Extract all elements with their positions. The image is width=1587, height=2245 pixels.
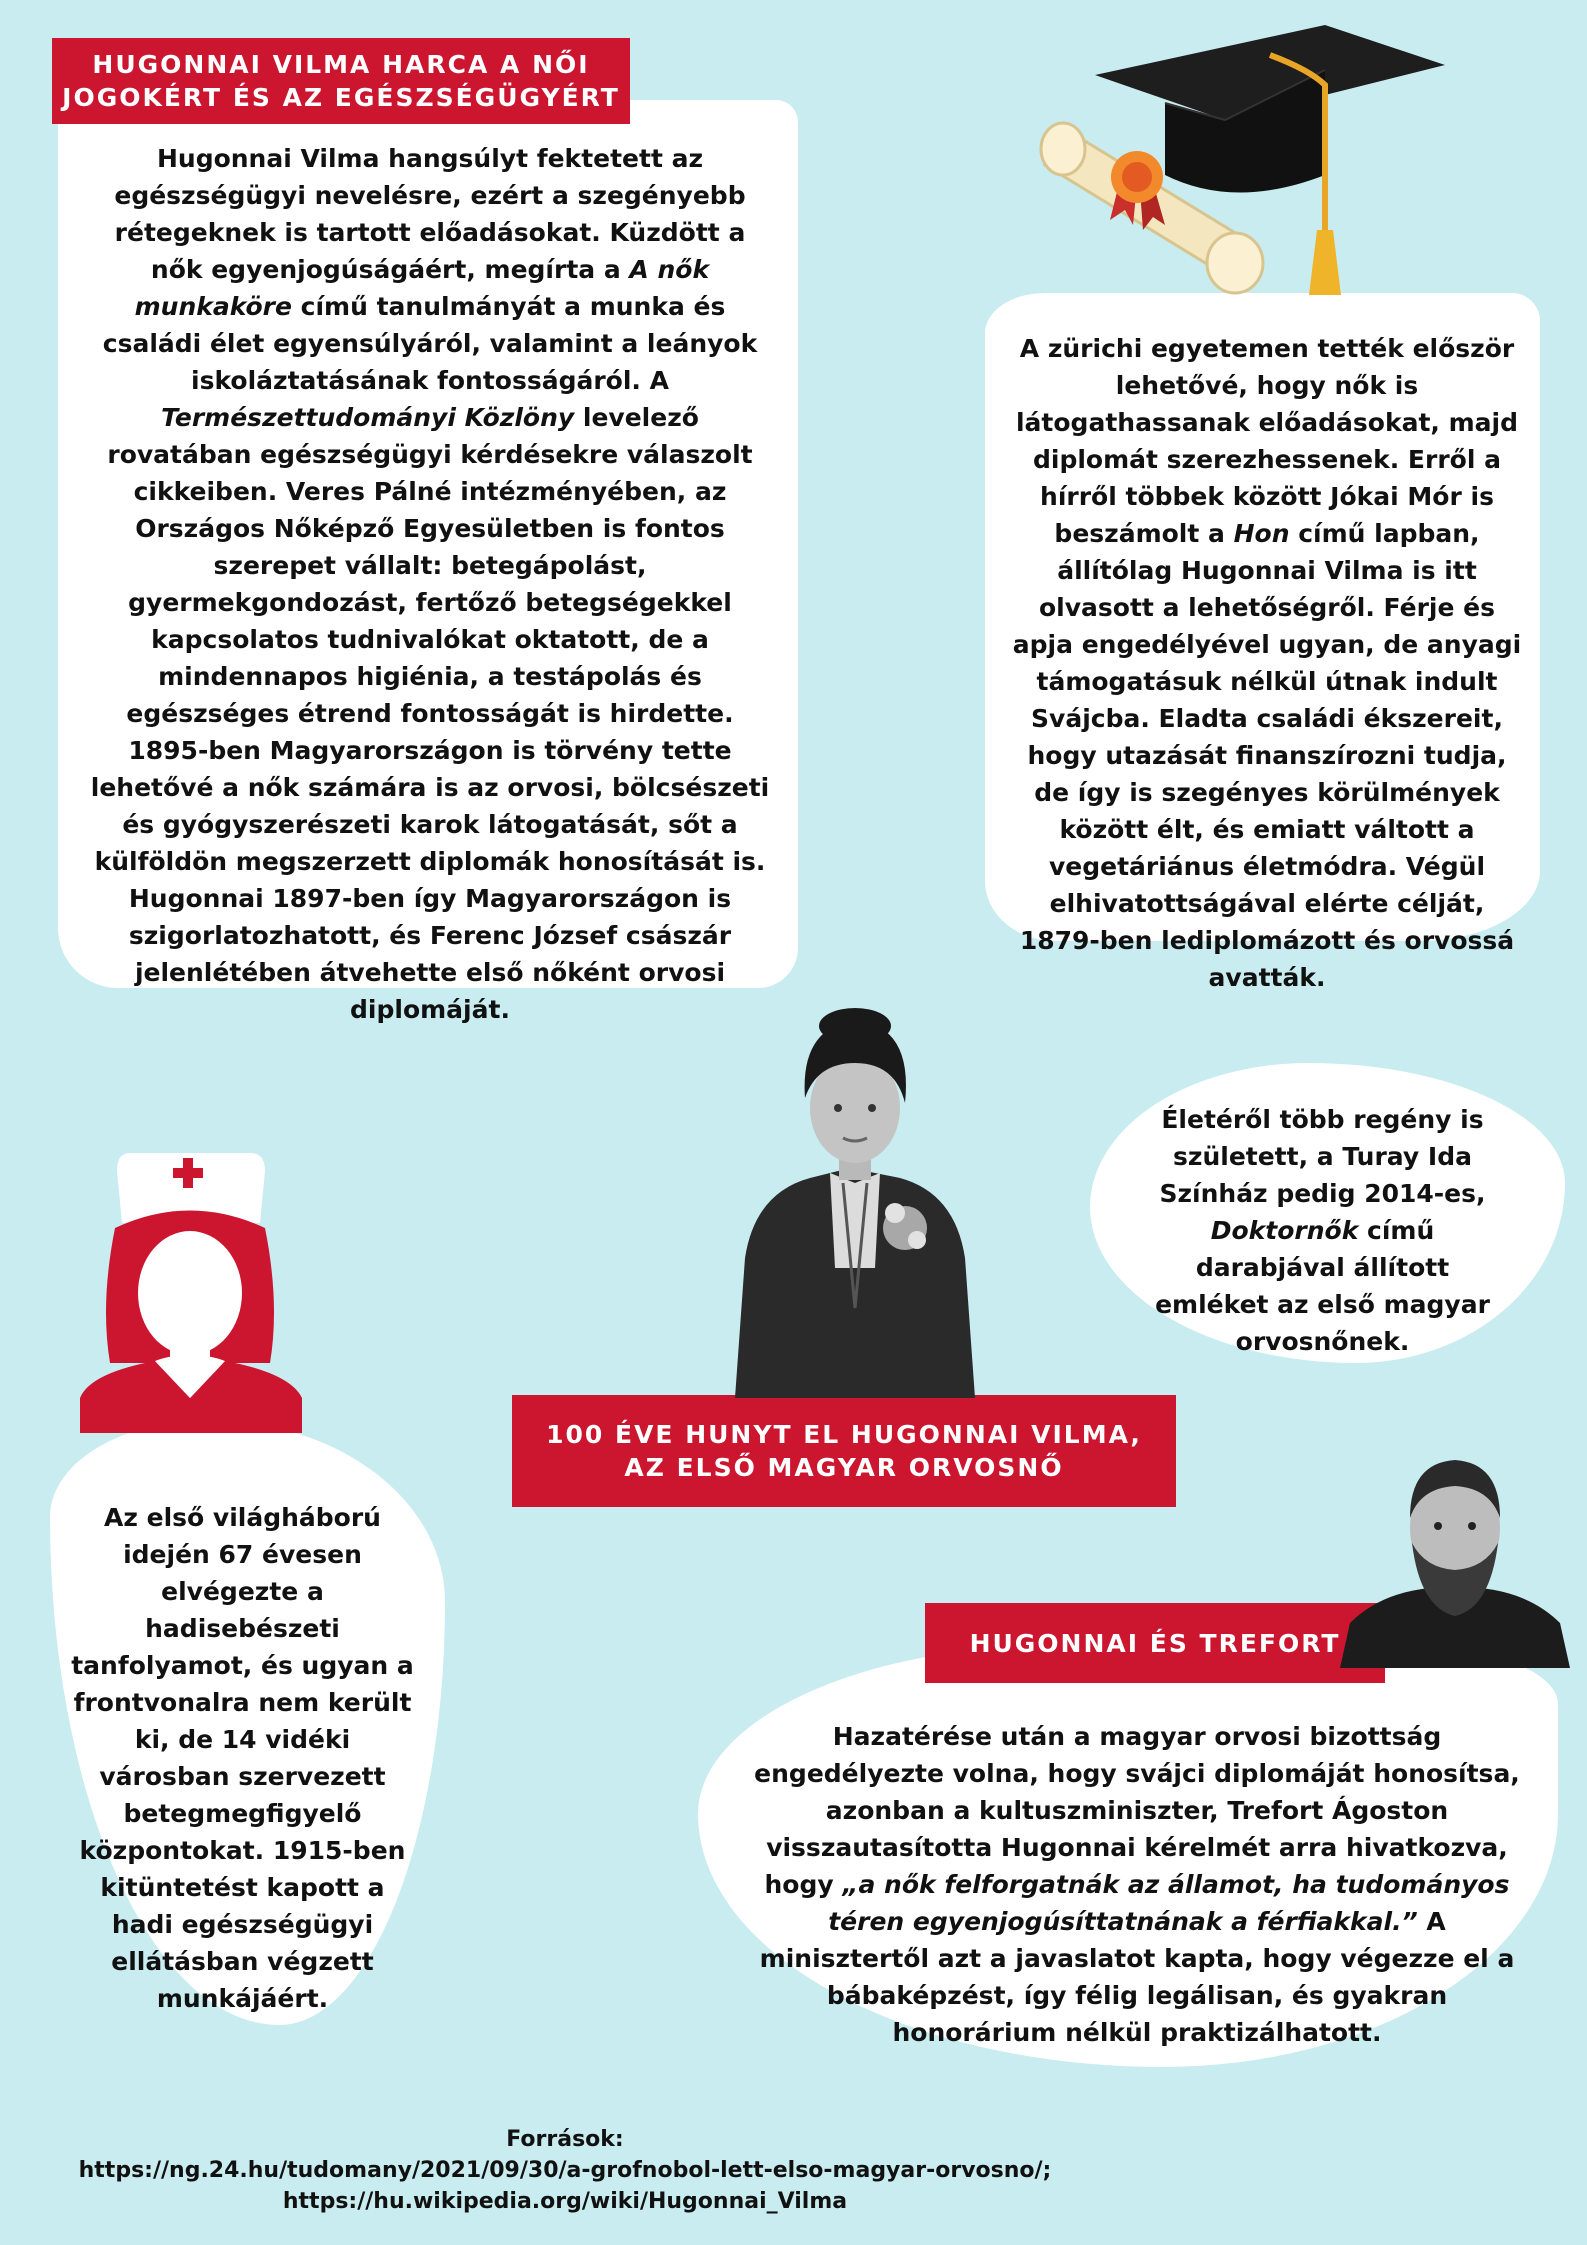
banner-top-left <box>52 38 630 124</box>
sources-label: Források: <box>506 2127 624 2152</box>
text-bottom-right-italic-1: „a nők felforgatnák az államot, ha tudományos téren egyenjogúsíttatnának a férfiakkal.” <box>828 1870 1510 1936</box>
text-bottom-left: Az első világháború idején 67 évesen elvégezte a hadisebészeti tanfolyamot, és ugyan a frontvonalra nem került ki, de 14 vidéki városban szervezett betegmegfigyelő központokat. 1915-ben kitüntetést kapott a hadi egészségügyi ellátásban végzett munkájáért. <box>71 1503 414 2013</box>
text-top-left-part-2: című tanulmányát a munka és családi élet egyensúlyáról, valamint a leányok iskoláztatásának fontosságáról. A <box>102 292 758 395</box>
banner-center <box>512 1395 1176 1507</box>
text-mid-right-italic-1: Doktornők <box>1210 1216 1359 1245</box>
text-top-left-part-3: levelező rovatában egészségügyi kérdésekre válaszolt cikkeiben. Veres Pálné intézményében, az Országos Nőképző Egyesületben is fontos szerepet vállalt: betegápolást, gyermekgondozást, fertőző betegségekkel kapcsolatos tudnivalókat oktatott, de a mindennapos higiénia, a testápolás és egészséges étrend fontosságát is hirdette. 1895-ben Magyarországon is törvény tette lehetővé a nők számára is az orvosi, bölcsészeti és gyógyszerészeti karok látogatását, sőt a külföldön megszerzett diplomák honosítását is. Hugonnai 1897-ben így Magyarországon is szigorlatozhatott, és Ferenc József császár jelenlétében átvehette első nőként orvosi diplomáját. <box>90 403 770 1024</box>
nurse-icon <box>70 1143 315 1433</box>
text-top-left-italic-1: A nők munkaköre <box>134 255 710 321</box>
text-top-left-italic-2: Természettudományi Közlöny <box>161 403 575 432</box>
banner-right-label: HUGONNAI ÉS TREFORT <box>969 1628 1341 1658</box>
trefort-portrait <box>1340 1448 1570 1668</box>
text-top-right <box>1012 330 1522 996</box>
banner-top-left-line-2: JOGOKÉRT ÉS AZ EGÉSZSÉGÜGYÉRT <box>62 83 620 112</box>
source-link-2[interactable]: https://hu.wikipedia.org/wiki/Hugonnai_Vilma <box>282 2189 848 2214</box>
banner-right <box>925 1603 1385 1683</box>
text-mid-right-part-1: Életéről több regény is született, a Turay Ida Színház pedig 2014-es, <box>1159 1105 1486 1208</box>
hugonnai-portrait <box>735 1008 975 1398</box>
text-top-left-part-1: Hugonnai Vilma hangsúlyt fektetett az egészségügyi nevelésre, ezért a szegényebb rétegeknek is tartott előadásokat. Küzdött a nők egyenjogúságáért, megírta a <box>114 144 746 284</box>
banner-center-line-1: 100 ÉVE HUNYT EL HUGONNAI VILMA, <box>546 1420 1142 1449</box>
source-link-1[interactable]: https://ng.24.hu/tudomany/2021/09/30/a-grofnobol-lett-elso-magyar-orvosno/; <box>78 2158 1052 2183</box>
text-bottom-right-part-2: A minisztertől azt a javaslatot kapta, hogy végezze el a bábaképzést, így félig legálisan, és gyakran honorárium nélkül praktizálhatott. <box>759 1907 1515 2047</box>
text-bottom-right <box>748 1718 1526 2051</box>
text-top-right-italic-1: Hon <box>1233 519 1290 548</box>
graduation-cap-icon <box>1025 25 1485 325</box>
text-top-left <box>90 140 770 1028</box>
text-mid-right-part-2: című darabjával állított emléket az első magyar orvosnőnek. <box>1155 1216 1490 1356</box>
banner-top-left-line-1: HUGONNAI VILMA HARCA A NŐI <box>92 50 590 79</box>
banner-center-line-2: AZ ELSŐ MAGYAR ORVOSNŐ <box>624 1453 1064 1482</box>
text-mid-right <box>1150 1101 1495 1360</box>
text-bottom-right-part-1: Hazatérése után a magyar orvosi bizottság engedélyezte volna, hogy svájci diplomáját honosítsa, azonban a kultuszminiszter, Trefort Ágoston visszautasította Hugonnai kérelmét arra hivatkozva, hogy <box>754 1722 1520 1899</box>
text-top-right-part-1: A zürichi egyetemen tették először lehetővé, hogy nők is látogathassanak előadásokat, majd diplomát szerezhessenek. Erről a hírről többek között Jókai Mór is beszámolt a <box>1015 334 1518 548</box>
text-top-right-part-2: című lapban, állítólag Hugonnai Vilma is itt olvasott a lehetőségről. Férje és apja engedélyével ugyan, de anyagi támogatásuk nélkül útnak indult Svájcba. Eladta családi ékszereit, hogy utazását finanszírozni tudja, de így is szegényes körülmények között élt, és emiatt váltott a vegetáriánus életmódra. Végül elhivatottságával elérte célját, 1879-ben lediplomázott és orvossá avatták. <box>1012 519 1522 992</box>
